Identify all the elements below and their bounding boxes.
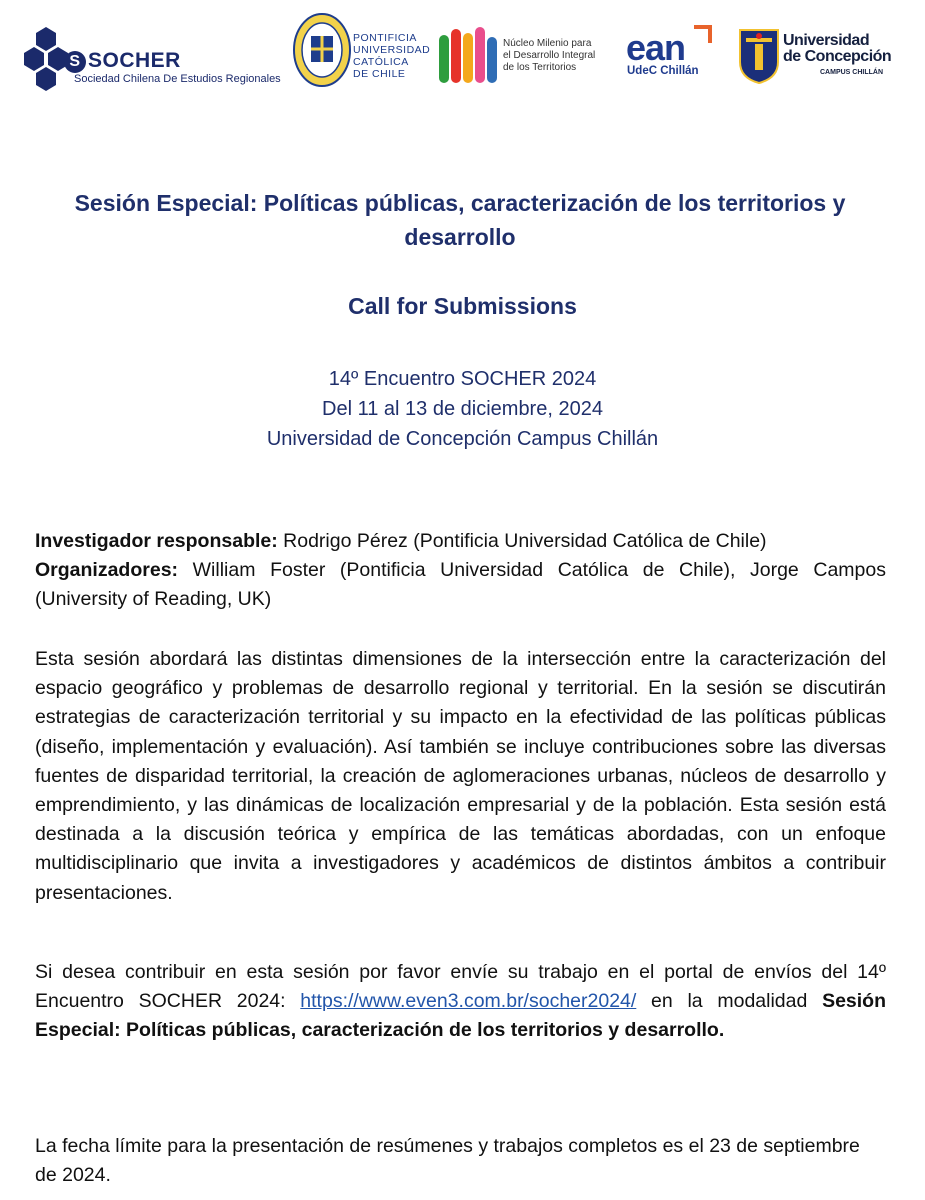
socher-logo (22, 25, 292, 95)
session-title: Sesión Especial: Políticas públicas, caracterización de los territorios y desarrollo (74, 190, 846, 250)
socher-logo-subtitle: Sociedad Chilena De Estudios Regionales (74, 73, 281, 85)
nucleo-milenio-icon (437, 25, 499, 87)
nucleo-milenio-text: Núcleo Milenio para el Desarrollo Integral de los Territorios (503, 38, 596, 73)
nucleo-milenio-logo (437, 25, 607, 90)
socher-hexagon-icon (22, 25, 70, 95)
puc-logo (292, 10, 431, 95)
udec-logo-line3: CAMPUS CHILLÁN (820, 69, 883, 76)
event-venue: Universidad de Concepción Campus Chillán (266, 428, 659, 450)
organizers-line (35, 556, 886, 614)
responsible-value: Rodrigo Pérez (Pontificia Universidad Católica de Chile) (277, 530, 767, 552)
organizers-value: William Foster (Pontificia Universidad Católica de Chile), Jorge Campos (University of Reading, UK) (35, 559, 886, 611)
ean-logo-subtitle: UdeC Chillán (627, 65, 699, 77)
submission-paragraph (35, 958, 886, 1046)
udec-logo-line1: Universidad (783, 32, 870, 49)
submission-text-before: Si desea contribuir en esta sesión por favor envíe su trabajo en el portal de envíos del 14º Encuentro SOCHER 2024: (35, 961, 886, 1013)
event-name: 14º Encuentro SOCHER 2024 (328, 368, 597, 390)
responsible-line (35, 527, 886, 556)
event-dates: Del 11 al 13 de diciembre, 2024 (322, 398, 603, 420)
socher-logo-name: S SOCHER (64, 49, 181, 73)
ean-logo-word: ean (626, 27, 686, 68)
udec-logo-line2: de Concepción (783, 48, 892, 65)
responsible-label: Investigador responsable: (35, 530, 278, 552)
udec-shield-icon (738, 28, 780, 84)
ean-udec-logo (624, 25, 714, 85)
session-description: Esta sesión abordará las distintas dimensiones de la intersección entre la caracterización del espacio geográfico y problemas de desarrollo regional y territorial. En la sesión se discutirán estrategias de caracterización territorial y su impacto en la efectividad de las políticas públicas (diseño, implementación y evaluación). Así también se incluye contribuciones sobre las diversas fuentes de disparidad territorial, la creación de aglomeraciones urbanas, núcleos de desarrollo y emprendimiento, y las dinámicas de localización empresarial y de la población. Esta sesión está destinada a la discusión teórica y empírica de las temáticas abordadas, con un enfoque multidisciplinario que invita a investigadores y académicos de distintos ámbitos a contribuir presentaciones. (35, 648, 886, 904)
submission-text-middle: en la modalidad (636, 990, 823, 1013)
puc-logo-text: PONTIFICIA UNIVERSIDAD CATÓLICA DE CHILE (353, 32, 431, 80)
udec-logo (738, 28, 908, 88)
submission-modality: Sesión Especial: Políticas públicas, caracterización de los territorios y desarrollo. (35, 990, 886, 1042)
submission-portal-link[interactable]: https://www.even3.com.br/socher2024/ (300, 990, 637, 1013)
logo-bar (0, 0, 925, 110)
organizers-label: Organizadores: (35, 559, 179, 582)
deadline-paragraph: La fecha límite para la presentación de resúmenes y trabajos completos es el 23 de septiembre de 2024. (35, 1135, 860, 1187)
people-section (35, 527, 886, 615)
call-for-submissions-heading: Call for Submissions (348, 293, 577, 319)
puc-seal-icon (292, 12, 352, 88)
event-info (0, 364, 925, 454)
